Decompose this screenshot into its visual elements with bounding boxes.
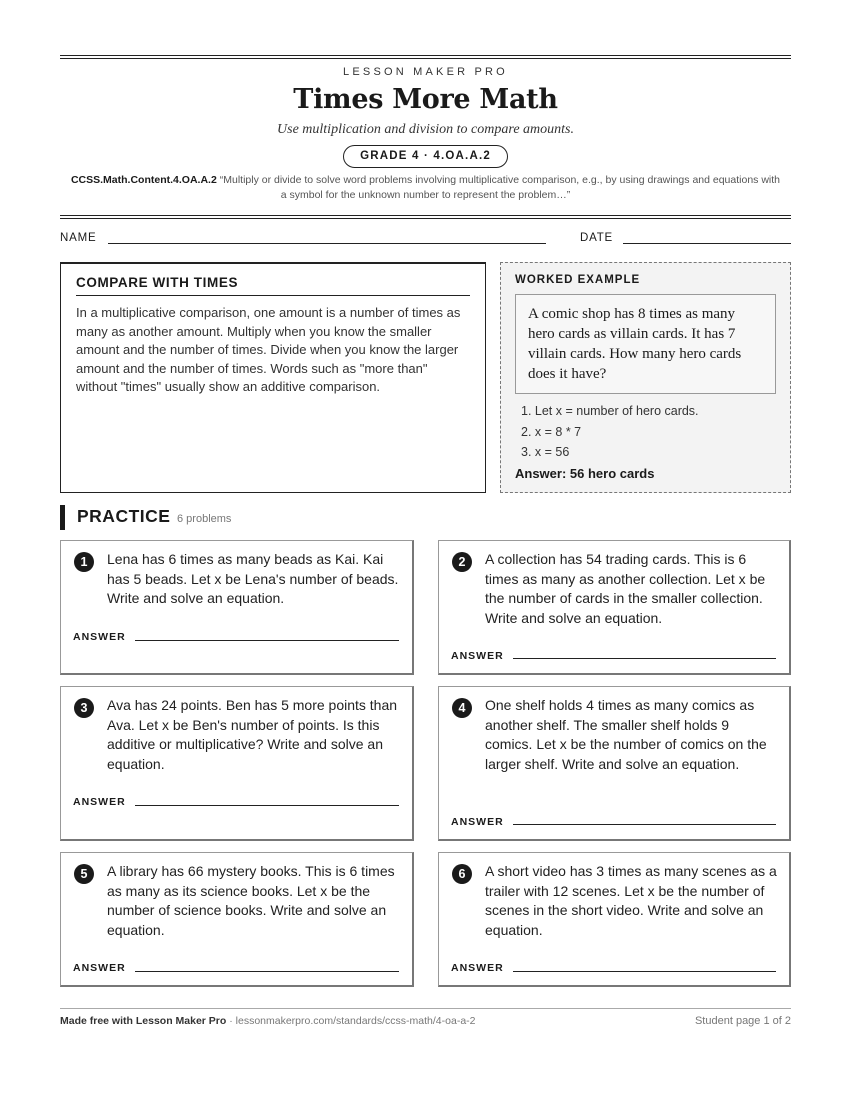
worked-example-steps [515, 401, 776, 463]
answer-label: ANSWER [451, 962, 504, 974]
problem-number-badge: 1 [74, 552, 94, 572]
problem-number-badge: 5 [74, 864, 94, 884]
problem-number-badge: 4 [452, 698, 472, 718]
worked-example-answer: Answer: 56 hero cards [515, 465, 655, 481]
standard-text: “Multiply or divide to solve word problems involving multiplicative comparison, e.g., by using drawings and equations with a symbol for the unknown number to represent the problem…” [219, 174, 781, 201]
name-date-row [60, 231, 791, 247]
answer-label: ANSWER [73, 962, 126, 974]
practice-count: 6 problems [177, 513, 232, 525]
problem-card-5 [60, 852, 414, 987]
problem-text: A collection has 54 trading cards. This is 6 times as many as another collection. Let x be the number of cards in the smaller collection. Write and solve an equation. [485, 551, 766, 626]
practice-title: PRACTICE [77, 506, 171, 526]
page-title: Times More Math [293, 84, 558, 115]
answer-line-5[interactable] [135, 971, 399, 972]
problem-card-3 [60, 686, 414, 841]
date-label: DATE [580, 232, 614, 244]
problem-card-1 [60, 540, 414, 675]
standard-description [60, 173, 791, 203]
concept-box [60, 262, 486, 493]
worked-example-problem: A comic shop has 8 times as many hero cards as villain cards. It has 7 villain cards. How many hero cards does it have? [515, 294, 776, 394]
footer-made-with: Made free with Lesson Maker Pro [60, 1015, 227, 1027]
problem-text: Lena has 6 times as many beads as Kai. Kai has 5 beads. Let x be Lena's number of beads. Write and solve an equation. [107, 551, 399, 606]
worked-example-step: 3. x = 56 [521, 445, 570, 459]
problem-text: Ava has 24 points. Ben has 5 more points than Ava. Let x be Ben's number of points. Is this additive or multiplicative? Write and solve an equation. [107, 697, 398, 772]
concept-heading: COMPARE WITH TIMES [76, 275, 470, 296]
page-subtitle: Use multiplication and division to compare amounts. [277, 122, 574, 137]
problem-text: One shelf holds 4 times as many comics as another shelf. The smaller shelf holds 9 comics. Let x be the number of comics on the larger shelf. Write and solve an equation. [485, 697, 767, 772]
name-field[interactable] [108, 243, 546, 244]
grade-badge-wrap [60, 145, 791, 168]
header-bottom-rule [60, 215, 791, 216]
problem-number-badge: 6 [452, 864, 472, 884]
standard-code: CCSS.Math.Content.4.OA.A.2 [70, 174, 217, 186]
answer-label: ANSWER [73, 631, 126, 643]
answer-label: ANSWER [451, 650, 504, 662]
footer-url[interactable]: · lessonmakerpro.com/standards/ccss-math/4-oa-a-2 [229, 1015, 476, 1027]
name-label: NAME [60, 232, 97, 244]
worked-example-heading: WORKED EXAMPLE [515, 274, 641, 286]
problem-card-6 [438, 852, 791, 987]
worked-example-step: 1. Let x = number of hero cards. [521, 404, 699, 418]
practice-accent-bar [60, 505, 65, 530]
brand-name: LESSON MAKER PRO [343, 66, 508, 78]
answer-line-3[interactable] [135, 805, 399, 806]
problem-card-2 [438, 540, 791, 675]
problem-number-badge: 3 [74, 698, 94, 718]
footer-credit [60, 1015, 476, 1027]
problem-text: A library has 66 mystery books. This is 6 times as many as its science books. Let x be the number of science books. Write and solve an equation. [107, 863, 395, 938]
problem-text: A short video has 3 times as many scenes as a trailer with 12 scenes. Let x be the number of scenes in the short video. Write and solve an equation. [485, 863, 777, 938]
answer-label: ANSWER [451, 816, 504, 828]
grade-badge: GRADE 4 · 4.OA.A.2 [343, 145, 508, 168]
answer-line-2[interactable] [513, 658, 776, 659]
footer-page-number: Student page 1 of 2 [694, 1015, 791, 1027]
worksheet-page [60, 0, 791, 1100]
problem-card-4 [438, 686, 791, 841]
footer-rule [60, 1008, 791, 1009]
worked-example-box [500, 262, 791, 493]
problem-number-badge: 2 [452, 552, 472, 572]
answer-line-4[interactable] [513, 824, 776, 825]
date-field[interactable] [623, 243, 791, 244]
answer-label: ANSWER [73, 796, 126, 808]
answer-line-1[interactable] [135, 640, 399, 641]
answer-line-6[interactable] [513, 971, 776, 972]
worked-example-step: 2. x = 8 * 7 [521, 424, 582, 439]
top-rule [60, 55, 791, 56]
concept-body: In a multiplicative comparison, one amount is a number of times as many as another amount. Multiply when you know the smaller amount and the number of times. Divide when you know the larger amount and the number of times. Words such as "more than" without "times" usually show an additive comparison. [76, 305, 461, 394]
